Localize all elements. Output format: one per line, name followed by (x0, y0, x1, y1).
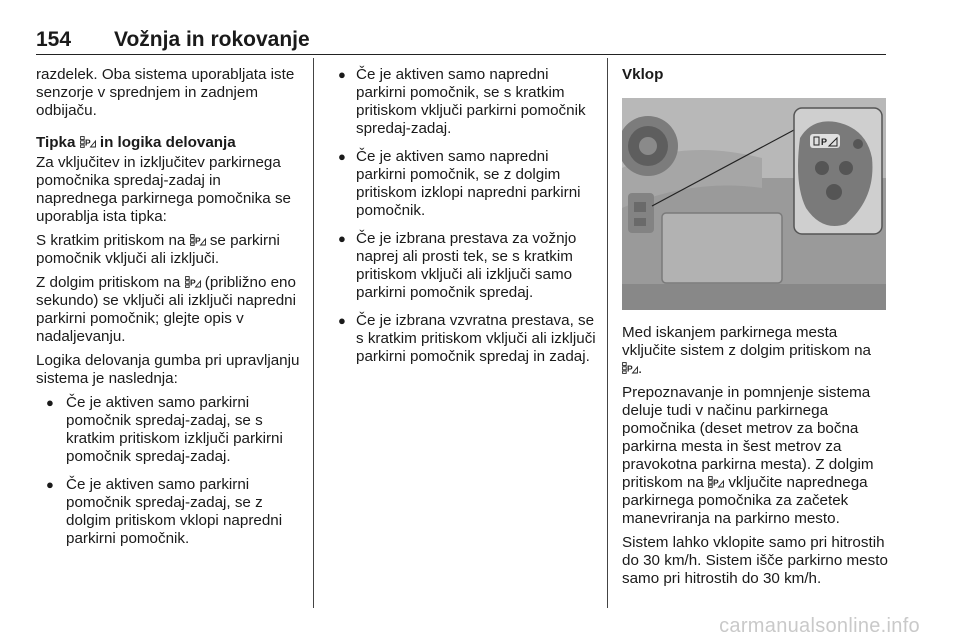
intro-paragraph: razdelek. Oba sistema uporabljata iste senzorje v sprednjem in zadnjem odbijaču. (36, 66, 295, 119)
bullet-icon: ● (338, 231, 346, 246)
paragraph: Med iskanjem parkirnega mesta vključite sistem z dolgim pritiskom na . (622, 324, 871, 377)
paragraph: Z dolgim pritiskom na (približno eno sekundo) se vključi ali izključi napredni parkirni pomočnik; glejte opis v nadaljevanju. (36, 274, 296, 345)
list-item: ● Če je aktiven samo parkirni pomočnik spredaj-zadaj, se z dolgim pritiskom vklopi napredni parkirni pomočnik. (46, 476, 283, 547)
list-item: ● Če je aktiven samo parkirni pomočnik spredaj-zadaj, se s kratkim pritiskom izključi parkirni pomočnik spredaj-zadaj. (46, 394, 283, 465)
column-divider (607, 58, 608, 608)
column-2 (330, 66, 598, 376)
parking-assist-icon (622, 362, 638, 374)
watermark: carmanualsonline.info (719, 615, 920, 637)
list-item: ● Če je aktiven samo napredni parkirni pomočnik, se z dolgim pritiskom izklopi napredni parkirni pomočnik. (338, 148, 581, 219)
column-1 (36, 66, 302, 558)
bullet-icon: ● (338, 149, 346, 164)
section-heading: Tipka in logika delovanja (36, 134, 236, 151)
list-item: ● Če je izbrana vzvratna prestava, se s kratkim pritiskom vključi ali izključi parkirni pomočnik spredaj in zadaj. (338, 312, 596, 365)
page-title: Vožnja in rokovanje (114, 28, 310, 51)
paragraph: Za vključitev in izključitev parkirnega pomočnika spredaj-zadaj in naprednega parkirnega pomočnika se uporablja ista tipka: (36, 154, 291, 225)
paragraph: Sistem lahko vklopite samo pri hitrostih do 30 km/h. Sistem išče parkirno mesto samo pri hitrostih do 30 km/h. (622, 534, 888, 587)
section-heading: Vklop (622, 66, 664, 83)
parking-assist-icon (190, 234, 206, 246)
paragraph: Logika delovanja gumba pri upravljanju sistema je naslednja: (36, 352, 300, 387)
bullet-icon: ● (338, 67, 346, 82)
bullet-icon: ● (46, 395, 54, 410)
bullet-icon: ● (46, 477, 54, 492)
list-item: ● Če je izbrana prestava za vožnjo naprej ali prosti tek, se s kratkim pritiskom vključi ali izključi samo parkirni pomočnik spredaj. (338, 230, 577, 301)
list-item: ● Če je aktiven samo napredni parkirni pomočnik, se s kratkim pritiskom vključi parkirni pomočnik spredaj-zadaj. (338, 66, 586, 137)
paragraph: Prepoznavanje in pomnjenje sistema deluje tudi v načinu parkirnega pomočnika (deset metrov za bočna parkirna mesta in šest metrov za pravokotna parkirna mesta). Z dolgim pritiskom na vključite naprednega parkirnega pomočnika za začetek manevriranja na parkirno mesto. (622, 384, 874, 527)
parking-assist-icon (185, 276, 201, 288)
dashboard-photo (622, 98, 886, 310)
parking-assist-icon (80, 136, 96, 148)
bullet-list (36, 394, 302, 548)
page-number: 154 (36, 28, 72, 51)
column-3 (622, 66, 890, 594)
paragraph: S kratkim pritiskom na se parkirni pomočnik vključi ali izključi. (36, 232, 280, 267)
bullet-list (330, 66, 598, 366)
column-divider (313, 58, 314, 608)
parking-assist-icon (708, 476, 724, 488)
page-header (36, 28, 886, 55)
svg-text:P: P (821, 137, 828, 147)
bullet-icon: ● (338, 313, 346, 328)
